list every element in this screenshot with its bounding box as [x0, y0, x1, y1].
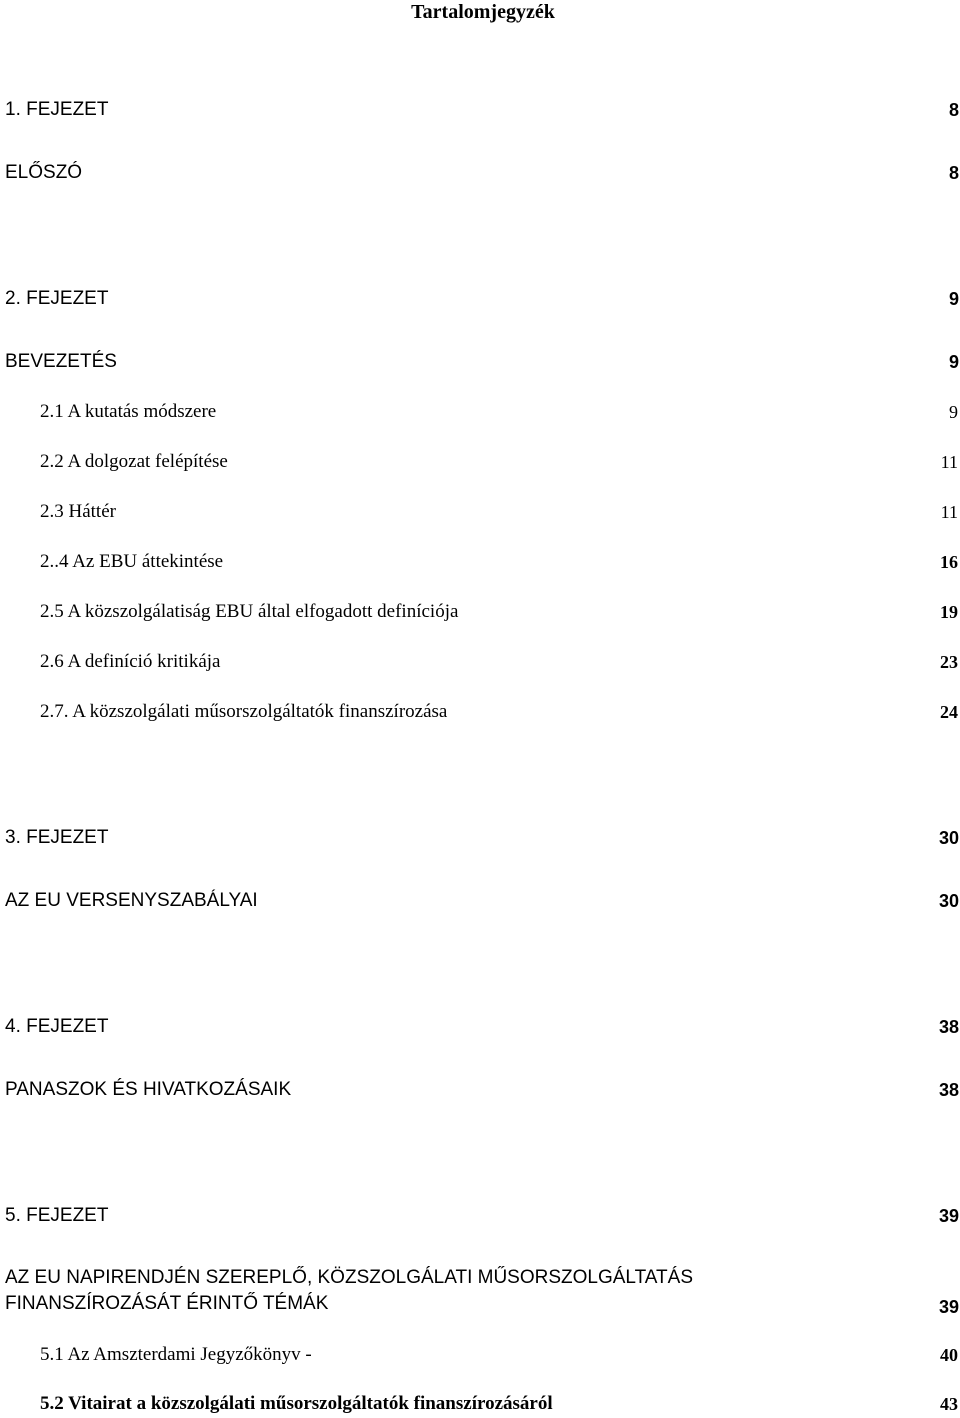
toc-entry-page: 19 — [940, 602, 958, 622]
toc-entry — [0, 887, 960, 915]
toc-entry-page: 24 — [940, 702, 958, 722]
toc-entry-page: 8 — [948, 163, 959, 183]
toc-entry — [0, 1202, 960, 1230]
toc-entry-page: 16 — [940, 552, 958, 572]
toc-entry — [0, 1013, 960, 1041]
toc-entry-label: ELŐSZÓ — [5, 162, 83, 183]
toc-entry — [0, 1076, 960, 1104]
toc-entry — [0, 498, 960, 526]
toc-entry — [0, 1390, 960, 1418]
toc-entry-label: 2. FEJEZET — [5, 288, 109, 309]
toc-entry — [0, 96, 960, 124]
toc-entry — [0, 648, 960, 676]
toc-entry-page: 40 — [940, 1345, 958, 1365]
page-title: Tartalomjegyzék — [411, 1, 555, 23]
toc-entry — [0, 448, 960, 476]
toc-entry-label: 2.1 A kutatás módszere — [40, 401, 217, 422]
toc-entry-page: 30 — [938, 891, 959, 911]
toc-entry — [0, 1341, 960, 1369]
toc-entry — [0, 824, 960, 852]
toc-entry-page: 8 — [948, 100, 959, 120]
toc-entry — [0, 159, 960, 187]
toc-entry — [0, 285, 960, 313]
toc-entry-page: 9 — [948, 352, 959, 372]
toc-entry — [0, 398, 960, 426]
toc-entry-label: 2.2 A dolgozat felépítése — [40, 451, 228, 472]
toc-entry — [0, 548, 960, 576]
toc-entry-page: 43 — [940, 1394, 958, 1414]
toc-entry — [0, 348, 960, 376]
toc-entry-label: 5.1 Az Amszterdami Jegyzőkönyv - — [40, 1344, 312, 1365]
toc-entry — [0, 698, 960, 726]
toc-entry-label: 1. FEJEZET — [5, 99, 109, 120]
toc-entry-page: 30 — [938, 828, 959, 848]
toc-entry-label: 2.3 Háttér — [40, 501, 116, 522]
toc-entry-page: 39 — [938, 1297, 959, 1317]
toc-entry — [0, 598, 960, 626]
toc-entry-page: 11 — [940, 452, 958, 472]
toc-entry-page: 9 — [948, 289, 959, 309]
toc-entry-label: 2.6 A definíció kritikája — [40, 651, 221, 672]
toc-entry-label-line: AZ EU NAPIRENDJÉN SZEREPLŐ, KÖZSZOLGÁLATI MŰSORSZOLGÁLTATÁS — [5, 1267, 693, 1288]
toc-entry-page: 38 — [938, 1080, 959, 1100]
toc-entry-label: AZ EU VERSENYSZABÁLYAI — [5, 890, 258, 911]
toc-entry — [0, 1265, 960, 1321]
toc-entry-page: 23 — [940, 652, 958, 672]
toc-entry-label: 4. FEJEZET — [5, 1016, 109, 1037]
toc-entry-label: 2.5 A közszolgálatiság EBU által elfogadott definíciója — [40, 601, 459, 622]
toc-entry-page: 38 — [938, 1017, 959, 1037]
toc-entry-label — [5, 1265, 693, 1317]
toc-entry-label: 3. FEJEZET — [5, 827, 109, 848]
toc-entry-page: 11 — [940, 502, 958, 522]
toc-entry-label: BEVEZETÉS — [5, 351, 117, 372]
toc-entry-label: 2..4 Az EBU áttekintése — [40, 551, 224, 572]
toc-entry-label: 5. FEJEZET — [5, 1205, 109, 1226]
toc-entry-label: PANASZOK ÉS HIVATKOZÁSAIK — [5, 1079, 292, 1100]
toc-entry-page: 9 — [949, 402, 958, 422]
toc-entry-label-line: FINANSZÍROZÁSÁT ÉRINTŐ TÉMÁK — [5, 1293, 329, 1314]
toc-entry-label: 2.7. A közszolgálati műsorszolgáltatók finanszírozása — [40, 701, 448, 722]
toc-entry-label: 5.2 Vitairat a közszolgálati műsorszolgáltatók finanszírozásáról — [40, 1393, 553, 1414]
toc-entry-page: 39 — [938, 1206, 959, 1226]
